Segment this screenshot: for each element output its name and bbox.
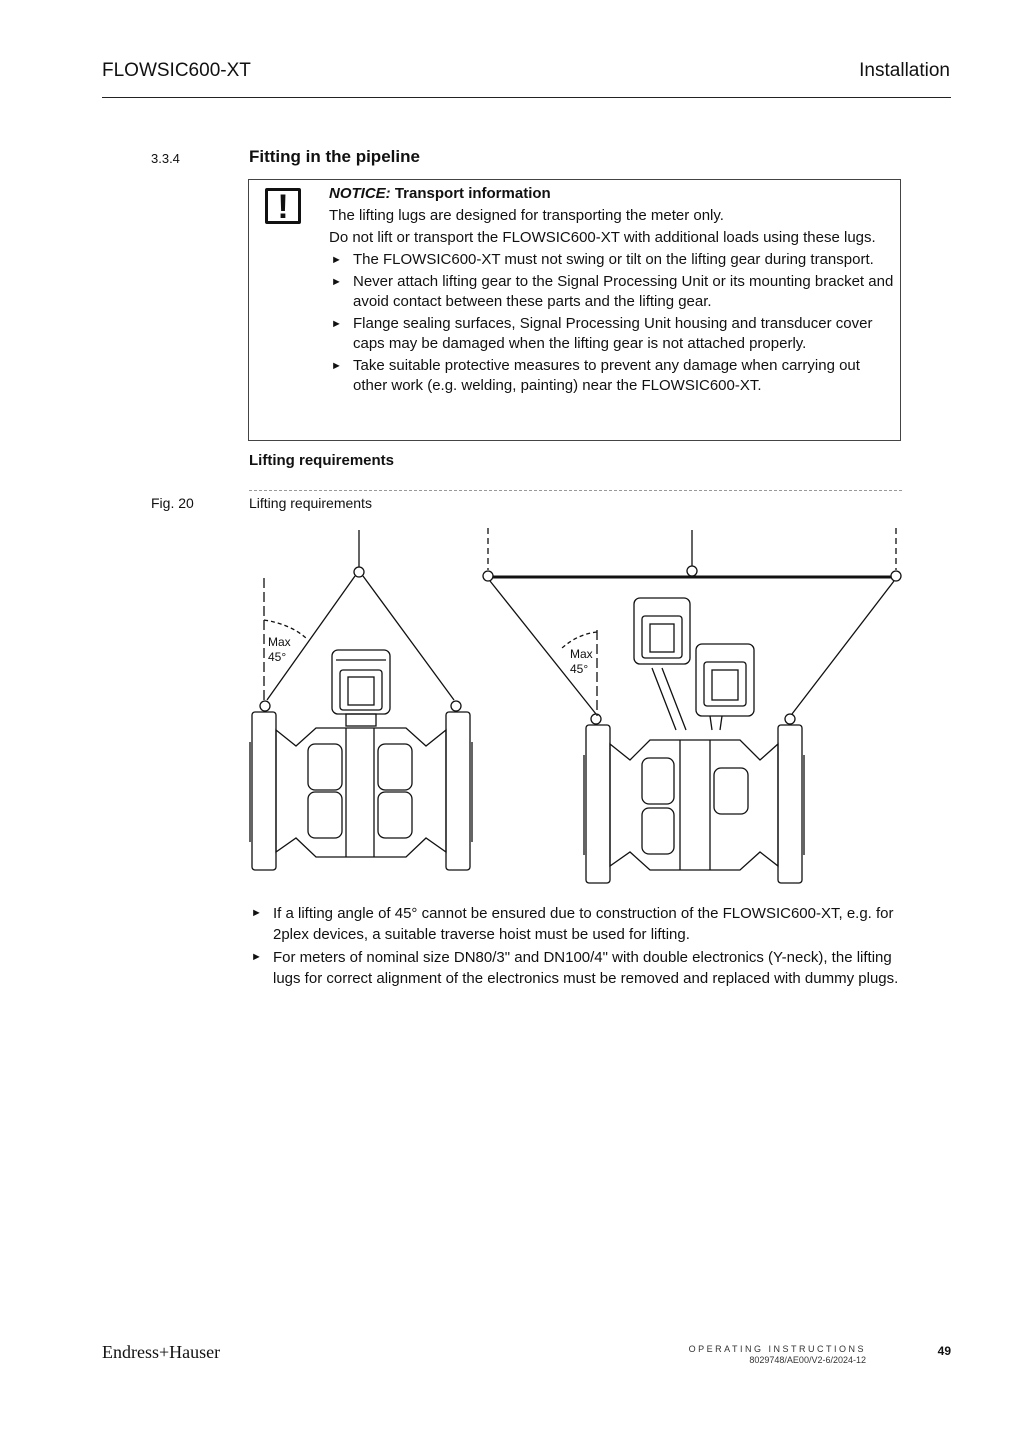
bullet-arrow-icon: ► bbox=[251, 907, 262, 919]
subheading: Lifting requirements bbox=[249, 452, 395, 469]
notice-bullet-text: Flange sealing surfaces, Signal Processing Unit housing and transducer cover caps may be damaged when the lifting gear is not attached properly. bbox=[353, 315, 873, 352]
right-lifting-illustration bbox=[483, 528, 901, 883]
angle-label-max: Max bbox=[570, 647, 593, 661]
header-chapter: Installation bbox=[859, 60, 950, 81]
notice-bullet bbox=[329, 272, 895, 312]
bullet-arrow-icon: ► bbox=[251, 951, 262, 963]
bullet-arrow-icon: ► bbox=[331, 360, 342, 372]
brand-logo: Endress+Hauser bbox=[102, 1342, 221, 1362]
notice-label: NOTICE: bbox=[329, 185, 391, 202]
notice-title bbox=[329, 184, 895, 204]
notice-body bbox=[329, 184, 895, 398]
notice-bullet bbox=[329, 250, 895, 270]
figure-rule bbox=[249, 490, 902, 491]
bullet-list bbox=[249, 903, 909, 989]
left-lifting-illustration bbox=[250, 530, 472, 870]
notice-box bbox=[248, 179, 901, 441]
footer-doc-type: OPERATING INSTRUCTIONS bbox=[688, 1344, 866, 1354]
exclamation-icon: ! bbox=[265, 188, 301, 224]
notice-bullet-list bbox=[329, 250, 895, 396]
lifting-diagram bbox=[240, 520, 920, 890]
bullet-item bbox=[249, 903, 909, 945]
bullet-arrow-icon: ► bbox=[331, 318, 342, 330]
bullet-item bbox=[249, 947, 909, 989]
section-title: Fitting in the pipeline bbox=[249, 147, 420, 166]
lifting-bullets bbox=[249, 903, 909, 991]
section-number: 3.3.4 bbox=[151, 151, 180, 166]
page-number: 49 bbox=[937, 1344, 951, 1358]
notice-line: Do not lift or transport the FLOWSIC600-XT with additional loads using these lugs. bbox=[329, 229, 876, 246]
bullet-arrow-icon: ► bbox=[331, 254, 342, 266]
notice-bullet-text: Never attach lifting gear to the Signal Processing Unit or its mounting bracket and avoid contact between these parts and the lifting gear. bbox=[353, 273, 894, 310]
notice-line: The lifting lugs are designed for transporting the meter only. bbox=[329, 207, 724, 224]
angle-label-degrees: 45° bbox=[570, 662, 589, 676]
footer-doc-id: 8029748/AE00/V2-6/2024-12 bbox=[749, 1355, 866, 1365]
bullet-arrow-icon: ► bbox=[331, 276, 342, 288]
header-rule bbox=[102, 97, 951, 98]
notice-bullet bbox=[329, 314, 895, 354]
notice-title-text: Transport information bbox=[394, 185, 551, 202]
notice-bullet-text: Take suitable protective measures to prevent any damage when carrying out other work (e.g. welding, painting) near the FLOWSIC600-XT. bbox=[353, 357, 860, 394]
footer-document-info bbox=[689, 1344, 866, 1366]
notice-bullet bbox=[329, 356, 895, 396]
bullet-text: For meters of nominal size DN80/3" and DN100/4" with double electronics (Y-neck), the lifting lugs for correct alignment of the electronics must be removed and replaced with dummy plugs. bbox=[273, 949, 899, 987]
header-product: FLOWSIC600-XT bbox=[102, 60, 251, 81]
figure-caption: Lifting requirements bbox=[249, 495, 372, 511]
notice-bullet-text: The FLOWSIC600-XT must not swing or tilt on the lifting gear during transport. bbox=[353, 251, 874, 268]
angle-label-max: Max bbox=[268, 635, 291, 649]
figure-number: Fig. 20 bbox=[151, 495, 194, 511]
angle-label-degrees: 45° bbox=[268, 650, 287, 664]
bullet-text: If a lifting angle of 45° cannot be ensured due to construction of the FLOWSIC600-XT, e.g. for 2plex devices, a suitable traverse hoist must be used for lifting. bbox=[273, 905, 894, 943]
